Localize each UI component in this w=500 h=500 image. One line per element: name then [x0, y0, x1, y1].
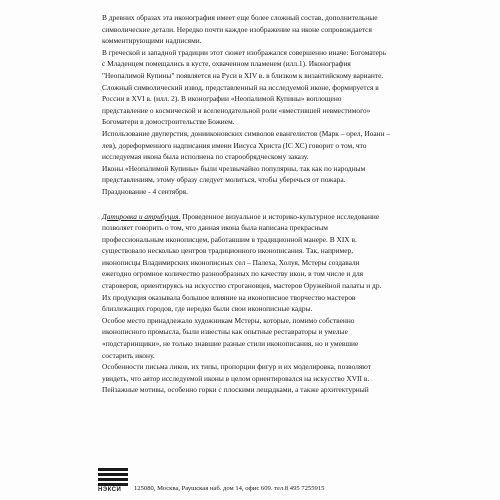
paragraph-iconography [102, 12, 474, 198]
text-line: ежегодно огромное количество разнообразных по качеству икон, в том числе и для [102, 269, 364, 279]
text-line: "Неопалимой Купины" появляется на Руси в XIV в. в близком к византийскому варианте. [102, 70, 384, 80]
text-line: символические детали. Нередко почти каждое изображение на иконе сопровождается [102, 24, 372, 34]
text-line: лев), дореформенного надписания имени Иисуса Христа (IС ХС) говорит о том, что [102, 140, 367, 150]
logo-text: НЭКСИ [98, 487, 122, 493]
text-line: с Младенцем помещались в кусте, охваченном пламенем (илл.1). Иконография [102, 59, 351, 69]
text-line: Сложный символический извод, представленный на исследуемой иконе, формируется в [102, 82, 379, 92]
dating-first-line-text: Проведенное визуальное и историко-культурное исследование [180, 211, 380, 221]
text-line: иконописцы Владимирских иконописных сел – Палеха, Холуя, Мстеры создавали [102, 257, 360, 267]
text-line: «подстаринщики», не только знавшие разные стили иконописания, но и умевшие [102, 339, 359, 349]
text-line: увидеть, что автор исследуемой иконы в целом ориентировался на искусство XVII в. [102, 373, 370, 383]
document-body [102, 12, 474, 396]
text-line: представление о космической и вселенодательной роли «вместившей невместимого» [102, 105, 371, 115]
text-line: существовало несколько центров традиционного иконописания. Так, например, [102, 246, 354, 256]
text-line: представлениям, этому образу следует молиться, чтобы уберечься от пожара. [102, 175, 346, 185]
text-line: Особое место принадлежало художникам Мстеры, которые, помимо собственно [102, 315, 355, 325]
text-line: В древних образах эта иконография имеет еще более сложный состав, дополнительные [102, 13, 378, 22]
text-line: профессиональным иконописцем, работавшим в традиционной манере. В XIX в. [102, 234, 357, 244]
footer-address: 125080, Москва, Раушская наб. дом 14, офис 609. тел.8 495 7255915 [134, 485, 325, 492]
page-footer [98, 466, 478, 494]
text-line: Богоматери в домостроительстве Божием. [102, 117, 235, 127]
text-line: иконописного промысла, были известны как опытные реставраторы и умелые [102, 327, 348, 337]
text-line: Пейзажные мотивы, особенно горки с плоскими лещадками, а также архитектурный [102, 385, 369, 395]
text-line: состарить икону. [102, 350, 155, 360]
paragraph-dating [102, 211, 474, 397]
dating-first-line [102, 211, 474, 223]
text-line: Празднование - 4 сентября. [102, 186, 188, 196]
text-line: Особенности письма ликов, их типы, пропорции фигур и их моделировка, позволяют [102, 362, 371, 372]
text-line: Их продукция оказывала большое влияние на иконописное творчество мастеров [102, 292, 356, 302]
nexi-logo [98, 468, 128, 494]
text-line: близлежащих городов, где нередко были свои иконописные кадры. [102, 304, 313, 314]
section-heading: Датировка и атрибуция. [102, 211, 181, 221]
text-line: староверов, ориентируясь на искусство строгановцев, мастеров Оружейной палаты и др. [102, 281, 382, 291]
text-line: В греческой и западной традиции этот сюжет изображался совершенно иначе: Богоматерь [102, 47, 386, 57]
text-line: исследуемая икона была исполнена по старообрядческому заказу. [102, 152, 309, 162]
text-line: Иконы «Неопалимой Купины» были чрезвычайно популярны, так как по народным [102, 163, 366, 173]
text-line: Использование двуперстия, донииконовских символов евангелистов (Марк – орел, Иоанн – [102, 128, 391, 138]
text-line: России в XVI в. (илл. 2). В иконографии «Неопалимой Купины» воплощено [102, 94, 342, 104]
text-line: комментирующими надписями. [102, 36, 202, 46]
text-line: позволяет говорить о том, что данная икона была написана прекрасным [102, 223, 328, 233]
